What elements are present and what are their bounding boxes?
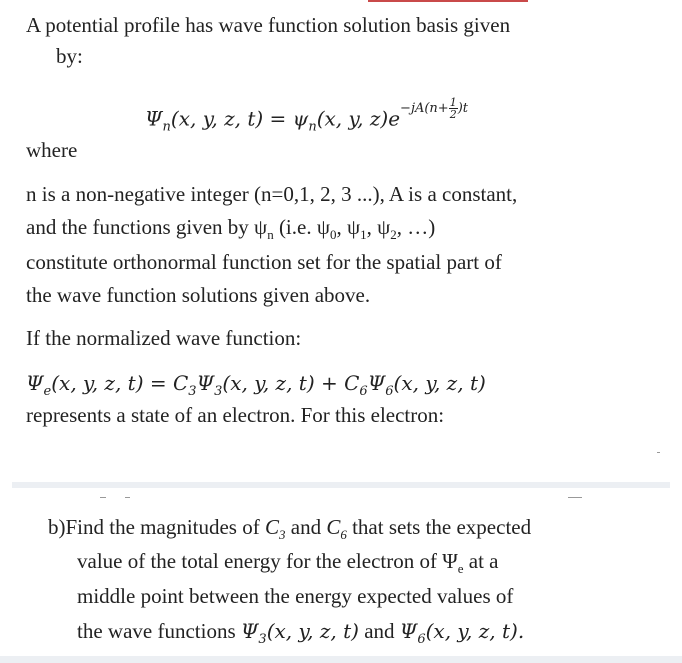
description-line-3: constitute orthonormal function set for the spatial part of: [26, 250, 502, 274]
description-line-2: and the functions given by $\psi_n$ (i.e. $\psi_0$, $\psi_1$, $\psi_2$, …): [26, 215, 436, 243]
normalized-equation: $\Psi_e(x$, y, z, $t) = C_3\Psi_3(x$, y, z, $t) + C_6\Psi_6(x$, y, z, t): [26, 371, 486, 399]
scan-mark: [100, 497, 106, 498]
left-margin: [0, 0, 12, 663]
question-b-line-4: the wave functions $\Psi_3(x$, y, z, t) and $\Psi_6(x$, y, z, t).: [77, 619, 525, 647]
bottom-strip: [0, 656, 682, 663]
scan-mark: [125, 497, 130, 498]
scan-mark: [568, 497, 582, 498]
state-line: represents a state of an electron. For this electron:: [26, 403, 445, 427]
eq-lhs-args: (x, y, z, t) =: [170, 106, 293, 131]
eq-exp-suffix: )t: [457, 101, 468, 116]
eq-exp-fraction: $\frac{1}{2}$: [449, 96, 457, 121]
question-b-line-2: value of the total energy for the electron of $\Psi_e$ at a: [77, 549, 499, 577]
normalized-heading: If the normalized wave function:: [26, 326, 302, 350]
eq-lhs-sub: n: [162, 119, 171, 135]
eq-rhs-sub: n: [308, 119, 317, 135]
description-line-4: the wave function solutions given above.: [26, 283, 371, 307]
eq-exp-prefix: −jA(n+: [400, 101, 449, 116]
eq-rhs-args: (x, y, z)e: [316, 106, 401, 131]
where-label: where: [26, 138, 78, 162]
right-margin: [670, 0, 682, 663]
eq-rhs: ψ: [292, 106, 309, 131]
question-b-line-3: middle point between the energy expected values of: [77, 584, 514, 608]
wave-function-equation: [145, 96, 468, 140]
description-line-1: n is a non-negative integer (n=0,1, 2, 3 ...), A is a constant,: [26, 182, 518, 206]
intro-line-1: A potential profile has wave function solution basis given: [26, 13, 511, 37]
scan-mark: [657, 452, 660, 453]
eq-lhs: Ψ: [145, 106, 163, 131]
question-b-line-1: b)Find the magnitudes of $C_3$ and $C_6$ that sets the expected: [48, 515, 532, 543]
top-accent-line: [368, 0, 528, 2]
intro-line-2: by:: [56, 44, 83, 68]
